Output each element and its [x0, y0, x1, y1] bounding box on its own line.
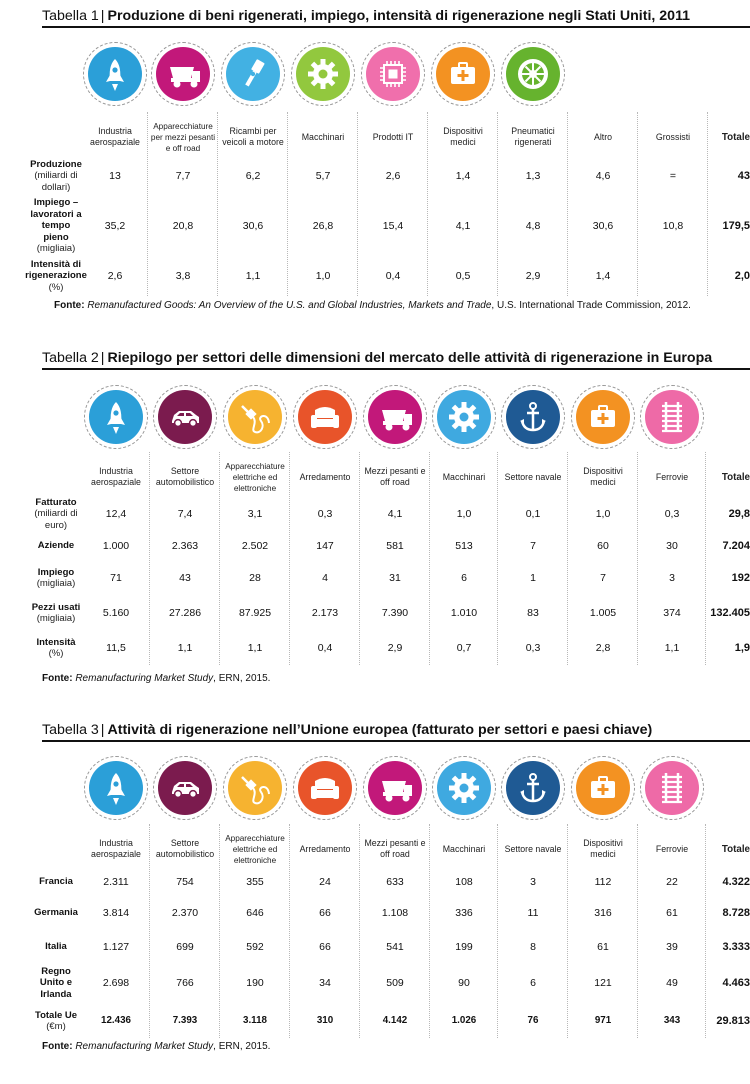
table-cell: 699	[176, 941, 194, 953]
table-cell: 766	[176, 977, 194, 989]
table-cell: 513	[455, 540, 473, 552]
icon-disc	[228, 761, 282, 815]
title-separator: |	[100, 8, 105, 24]
row-label-text: Intensità di rigenerazione	[25, 258, 87, 282]
table-cell: 49	[666, 977, 678, 989]
table-cell: 0,7	[456, 642, 472, 654]
table-cell: 108	[455, 876, 473, 888]
table-cell: 971	[594, 1015, 612, 1026]
table-cell: 541	[386, 941, 404, 953]
table-cell: 592	[246, 941, 264, 953]
table-cell: 8	[530, 941, 536, 953]
medkit-icon	[571, 385, 635, 449]
row-label-text: Totale Ue	[34, 1009, 78, 1021]
total-cell: 4.322	[722, 876, 750, 888]
rail-icon	[640, 385, 704, 449]
table-label: Tabella 3	[42, 722, 99, 738]
column-header: Apparecchiature elettriche ed elettroniche	[225, 833, 285, 865]
source-label: Fonte:	[42, 1041, 73, 1052]
row-label-text: Germania	[34, 907, 78, 919]
icon-disc	[576, 390, 630, 444]
table-cell: 4,1	[455, 220, 471, 232]
icon-disc	[437, 761, 491, 815]
table-cell: 3.814	[102, 907, 130, 919]
table-label: Tabella 1	[42, 8, 99, 24]
row-label-text: Italia	[45, 941, 67, 953]
column-header: Ferrovie	[655, 471, 689, 482]
total-cell: 29.813	[716, 1015, 750, 1027]
table-cell: 1,0	[315, 270, 331, 282]
source-rest: , U.S. International Trade Commission, 2012.	[491, 300, 691, 311]
table-cell: 2.370	[171, 907, 199, 919]
table-cell: 336	[455, 907, 473, 919]
table-cell: 1,0	[595, 508, 611, 520]
table-cell: 4	[322, 572, 328, 584]
table-cell: 7	[600, 572, 606, 584]
table-cell: 1,1	[177, 642, 193, 654]
table-cell: 199	[455, 941, 473, 953]
table-cell: 61	[597, 941, 609, 953]
row-label-text: Francia	[39, 876, 73, 888]
table-cell: 7,7	[175, 170, 191, 182]
row-unit: (%)	[48, 281, 64, 293]
table-label: Tabella 2	[42, 350, 99, 366]
column-header: Dispositivi medici	[443, 126, 483, 147]
total-cell: 192	[731, 572, 750, 584]
row-unit: (%)	[48, 648, 64, 659]
total-header: Totale	[721, 471, 750, 483]
row-label	[30, 932, 82, 962]
table-cell: 1.108	[381, 907, 409, 919]
icon-disc	[228, 390, 282, 444]
total-cell: 43	[737, 170, 750, 182]
row-label-text: Intensità	[36, 636, 76, 648]
row-label	[30, 898, 82, 928]
row-unit: (miliardi di dollari)	[34, 170, 78, 193]
title-separator: |	[100, 722, 105, 738]
table-3	[34, 722, 750, 1057]
column-header: Industria aerospaziale	[91, 466, 141, 487]
icon-disc	[158, 761, 212, 815]
table-cell: 66	[319, 941, 331, 953]
table-cell: 0,1	[525, 508, 541, 520]
table-cell: 2,6	[385, 170, 401, 182]
row-label	[30, 964, 82, 1002]
table-cell: 87.925	[238, 607, 272, 619]
rocket-icon	[84, 385, 148, 449]
icon-disc	[645, 390, 699, 444]
total-cell: 7.204	[722, 540, 750, 552]
row-label	[30, 631, 82, 665]
source-title: Remanufactured Goods: An Overview of the U.S. and Global Industries, Markets and Trade	[87, 300, 492, 311]
icon-disc	[368, 761, 422, 815]
row-unit: (migliaia)	[36, 613, 76, 624]
table-cell: 7	[530, 540, 536, 552]
piston-icon	[221, 42, 285, 106]
icon-disc	[226, 47, 280, 101]
row-label	[30, 531, 82, 561]
table-cell: 30,6	[242, 220, 264, 232]
column-header: Industria aerospaziale	[90, 126, 140, 147]
icon-disc	[368, 390, 422, 444]
truck-icon	[363, 385, 427, 449]
table-cell: 0,3	[664, 508, 680, 520]
row-label	[25, 256, 87, 296]
anchor-icon	[501, 385, 565, 449]
table-cell: 3,8	[175, 270, 191, 282]
gear-icon	[291, 42, 355, 106]
row-label	[30, 1004, 82, 1038]
table-cell: 60	[597, 540, 609, 552]
plug-icon	[223, 385, 287, 449]
sofa-icon	[293, 756, 357, 820]
column-header: Pneumatici rigenerati	[511, 126, 555, 147]
table-cell: 355	[246, 876, 264, 888]
table-cell: 1.010	[450, 607, 478, 619]
column-header: Prodotti IT	[372, 131, 414, 142]
table-cell: 1.000	[102, 540, 130, 552]
table-cell: 7.393	[172, 1015, 198, 1026]
icon-disc	[88, 47, 142, 101]
table-cell: 2,9	[525, 270, 541, 282]
table-cell: 11	[527, 907, 539, 919]
column-header: Macchinari	[442, 843, 486, 854]
table-cell: 2.173	[311, 607, 339, 619]
total-cell: 2,0	[734, 270, 750, 282]
row-label-text: Pezzi usati	[31, 601, 81, 613]
table-1	[25, 8, 750, 316]
source-label: Fonte:	[54, 300, 85, 311]
total-cell: 8.728	[722, 907, 750, 919]
source-note	[42, 1041, 270, 1052]
column-header: Mezzi pesanti e off road	[364, 838, 426, 859]
table-title-text: Produzione di beni rigenerati, impiego, intensità di rigenerazione negli Stati Uniti, 2011	[107, 8, 691, 24]
table-title	[42, 722, 750, 742]
table-cell: 34	[319, 977, 331, 989]
source-rest: , ERN, 2015.	[213, 673, 271, 684]
table-cell: 7,4	[177, 508, 193, 520]
table-cell: 71	[110, 572, 122, 584]
table-cell: 61	[666, 907, 678, 919]
table-cell: 13	[109, 170, 121, 182]
table-cell: 343	[663, 1015, 681, 1026]
source-note	[42, 673, 270, 684]
table-cell: 112	[594, 876, 612, 888]
table-cell: 754	[176, 876, 194, 888]
table-cell: 1,1	[245, 270, 261, 282]
table-cell: 633	[386, 876, 404, 888]
table-cell: 2.502	[241, 540, 269, 552]
row-label	[30, 497, 82, 531]
table-cell: 147	[316, 540, 334, 552]
column-header: Apparecchiature elettriche ed elettroniche	[225, 461, 285, 493]
row-label	[30, 197, 82, 255]
icon-disc	[298, 761, 352, 815]
table-cell: 1,1	[664, 642, 680, 654]
row-unit: (miliardi di euro)	[34, 508, 78, 531]
source-label: Fonte:	[42, 673, 73, 684]
table-cell: 1,4	[595, 270, 611, 282]
car-icon	[153, 385, 217, 449]
source-title: Remanufacturing Market Study	[75, 673, 214, 684]
rocket-icon	[84, 756, 148, 820]
anchor-icon	[501, 756, 565, 820]
table-cell	[638, 256, 708, 296]
total-cell: 1,9	[734, 642, 750, 654]
table-title-text: Riepilogo per settori delle dimensioni del mercato delle attività di rigenerazione in Europa	[107, 350, 713, 366]
table-cell: 27.286	[168, 607, 202, 619]
table-cell: 1,4	[455, 170, 471, 182]
column-header: Settore navale	[504, 843, 562, 854]
row-label-text: Impiego – lavoratori a tempo pieno	[30, 197, 82, 243]
table-cell: 374	[663, 607, 681, 619]
table-cell: 581	[386, 540, 404, 552]
table-cell: 20,8	[172, 220, 194, 232]
row-label	[30, 868, 82, 896]
table-cell: 12,4	[105, 508, 127, 520]
table-cell: 2,9	[387, 642, 403, 654]
table-cell: 1.005	[589, 607, 617, 619]
car-icon	[153, 756, 217, 820]
table-cell: 2.698	[102, 977, 130, 989]
row-unit: (migliaia)	[36, 243, 76, 255]
rail-icon	[640, 756, 704, 820]
icon-disc	[366, 47, 420, 101]
table-cell: 83	[527, 607, 539, 619]
column-header: Settore automobilistico	[155, 466, 215, 487]
tire-icon	[501, 42, 565, 106]
table-cell: 12.436	[101, 1015, 131, 1026]
table-cell: 509	[386, 977, 404, 989]
sofa-icon	[293, 385, 357, 449]
table-cell: 3.118	[243, 1015, 267, 1026]
table-cell: 2.311	[103, 876, 129, 888]
table-cell: 15,4	[382, 220, 404, 232]
table-cell: 3,1	[247, 508, 263, 520]
source-rest: , ERN, 2015.	[213, 1041, 271, 1052]
icon-disc	[89, 390, 143, 444]
table-cell: 10,8	[662, 220, 684, 232]
truck-icon	[151, 42, 215, 106]
icon-disc	[89, 761, 143, 815]
column-header: Macchinari	[442, 471, 486, 482]
column-header: Ricambi per veicoli a motore	[222, 126, 284, 147]
row-unit: (migliaia)	[36, 578, 76, 589]
table-cell: 24	[319, 876, 331, 888]
column-header: Settore automobilistico	[155, 838, 215, 859]
table-cell: 6	[461, 572, 467, 584]
table-cell: 2,8	[595, 642, 611, 654]
title-separator: |	[100, 350, 105, 366]
table-cell: 0,4	[385, 270, 401, 282]
table-cell: 0,3	[317, 508, 333, 520]
table-cell: 31	[389, 572, 401, 584]
table-cell: 0,4	[317, 642, 333, 654]
column-header: Dispositivi medici	[583, 838, 623, 859]
icon-disc	[506, 761, 560, 815]
medkit-icon	[571, 756, 635, 820]
chip-icon	[361, 42, 425, 106]
table-cell: 6	[530, 977, 536, 989]
table-cell: 1.026	[451, 1015, 477, 1026]
total-cell: 4.463	[722, 977, 750, 989]
row-label-text: Produzione	[30, 158, 82, 170]
row-label	[30, 156, 82, 196]
table-cell: 121	[594, 977, 612, 989]
column-header: Ferrovie	[655, 843, 689, 854]
table-cell: 1	[530, 572, 536, 584]
row-label-text: Fatturato	[35, 496, 77, 508]
gear-icon	[432, 385, 496, 449]
table-cell: 30,6	[592, 220, 614, 232]
column-header: Arredamento	[299, 471, 351, 482]
column-header: Grossisti	[655, 131, 691, 142]
table-cell: 43	[179, 572, 191, 584]
table-cell: 5,7	[315, 170, 331, 182]
column-header: Arredamento	[299, 843, 351, 854]
table-cell: 0,5	[455, 270, 471, 282]
column-header: Macchinari	[301, 131, 345, 142]
icon-disc	[576, 761, 630, 815]
icon-disc	[296, 47, 350, 101]
medkit-icon	[431, 42, 495, 106]
total-cell: 29,8	[728, 508, 750, 520]
table-cell: 4,8	[525, 220, 541, 232]
table-cell: 90	[458, 977, 470, 989]
total-cell: 179,5	[722, 220, 750, 232]
table-cell: 39	[666, 941, 678, 953]
row-label	[30, 563, 82, 593]
icon-disc	[437, 390, 491, 444]
table-cell: 4,1	[387, 508, 403, 520]
table-cell: 5.160	[102, 607, 130, 619]
table-cell: 310	[316, 1015, 334, 1026]
icon-disc	[506, 47, 560, 101]
table-cell: 316	[594, 907, 612, 919]
total-cell: 3.333	[722, 941, 750, 953]
table-cell: 22	[666, 876, 678, 888]
table-cell: 28	[249, 572, 261, 584]
table-cell: 26,8	[312, 220, 334, 232]
plug-icon	[223, 756, 287, 820]
truck-icon	[363, 756, 427, 820]
row-label-text: Regno Unito e Irlanda	[39, 965, 73, 1000]
gear-icon	[432, 756, 496, 820]
table-cell: 190	[246, 977, 264, 989]
table-cell: 1,1	[247, 642, 263, 654]
column-header: Apparecchiature per mezzi pesanti e off road	[150, 121, 216, 153]
table-2	[31, 350, 750, 689]
table-cell: 35,2	[104, 220, 126, 232]
icon-disc	[158, 390, 212, 444]
total-header: Totale	[721, 843, 750, 855]
column-header: Industria aerospaziale	[91, 838, 141, 859]
table-cell: 646	[246, 907, 264, 919]
table-cell: 11,5	[106, 642, 126, 654]
table-cell: 7.390	[381, 607, 409, 619]
table-cell: 3	[669, 572, 675, 584]
column-header: Altro	[593, 131, 613, 142]
row-label	[30, 596, 82, 630]
table-cell: 76	[527, 1015, 539, 1026]
table-cell: 4,6	[595, 170, 611, 182]
row-label-text: Impiego	[37, 566, 75, 578]
source-note	[54, 300, 691, 311]
table-cell: 0,3	[525, 642, 541, 654]
column-header: Mezzi pesanti e off road	[364, 466, 426, 487]
icon-disc	[645, 761, 699, 815]
table-cell: 1.127	[102, 941, 130, 953]
table-cell: 1,0	[456, 508, 472, 520]
table-cell: 1,3	[525, 170, 541, 182]
table-cell: 3	[530, 876, 536, 888]
column-header: Dispositivi medici	[583, 466, 623, 487]
source-title: Remanufacturing Market Study	[75, 1041, 214, 1052]
table-title	[42, 350, 750, 370]
table-cell: 2,6	[107, 270, 123, 282]
total-header: Totale	[721, 131, 750, 143]
table-cell: =	[669, 170, 677, 182]
table-cell: 4.142	[382, 1015, 408, 1026]
row-unit: (€m)	[46, 1021, 66, 1032]
rocket-icon	[83, 42, 147, 106]
table-cell: 66	[319, 907, 331, 919]
icon-disc	[298, 390, 352, 444]
total-cell: 132.405	[710, 607, 750, 619]
column-header: Settore navale	[504, 471, 562, 482]
icon-disc	[506, 390, 560, 444]
table-cell: 2.363	[171, 540, 199, 552]
icon-disc	[436, 47, 490, 101]
table-cell: 30	[666, 540, 678, 552]
row-label-text: Aziende	[37, 540, 75, 552]
table-title	[42, 8, 750, 28]
table-cell: 6,2	[245, 170, 261, 182]
table-title-text: Attività di rigenerazione nell’Unione europea (fatturato per settori e paesi chiave)	[107, 722, 653, 738]
icon-disc	[156, 47, 210, 101]
